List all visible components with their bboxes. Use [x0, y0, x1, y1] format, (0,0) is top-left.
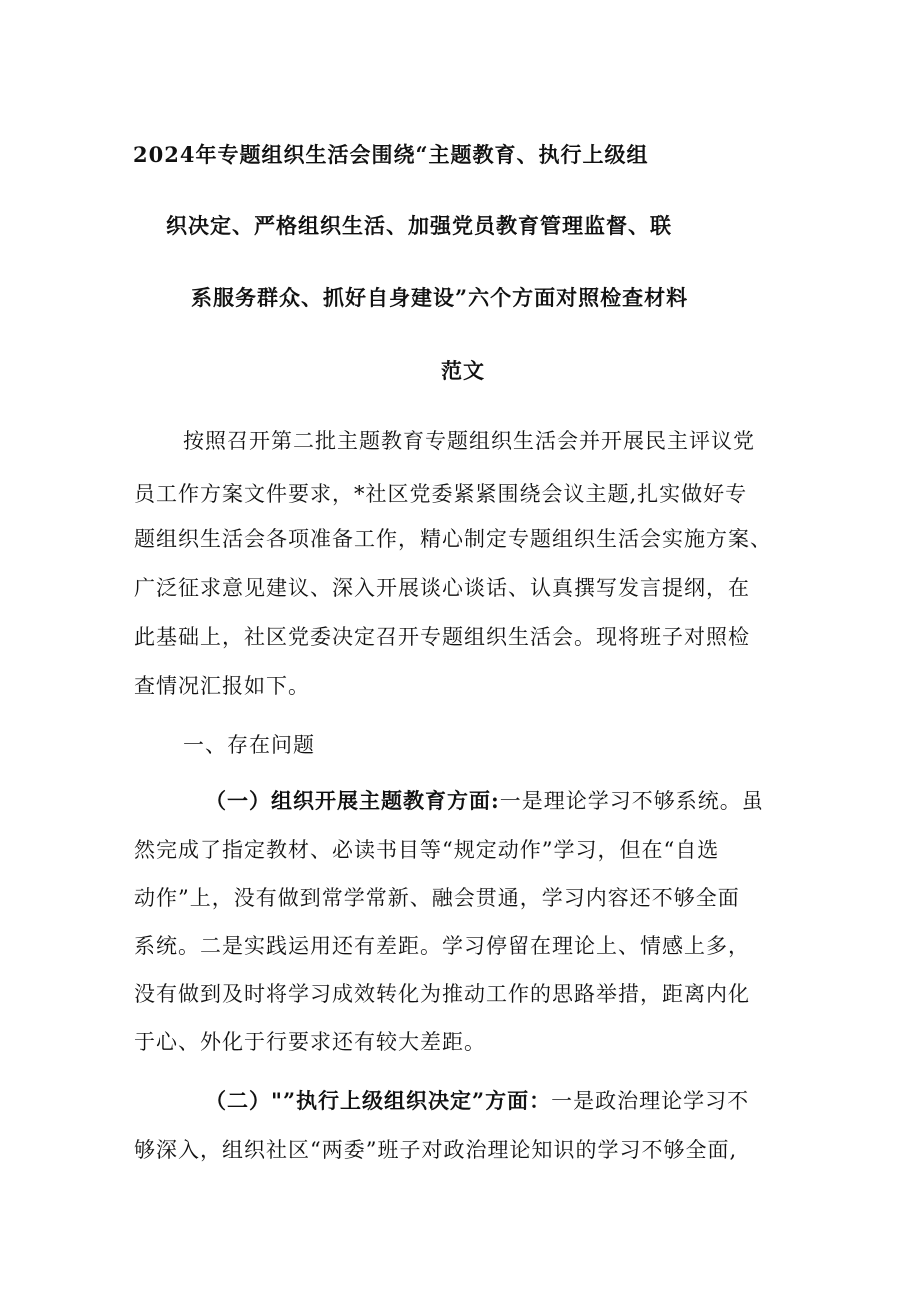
intro-paragraph-line: 广泛征求意见建议、深入开展谈心谈话、认真撰写发言提纲，在: [134, 576, 750, 600]
item-1-line: 于心、外化于行要求还有较大差距。: [134, 1030, 486, 1054]
intro-paragraph-line: 此基础上，社区党委决定召开专题组织生活会。现将班子对照检: [134, 625, 750, 649]
item-1-heading: （一）组织开展主题教育方面:: [205, 788, 500, 813]
document-title-line-3: 系服务群众、抓好自身建设”六个方面对照检查材料: [191, 285, 689, 310]
document-title-line-2: 织决定、严格组织生活、加强党员教育管理监督、联: [166, 213, 672, 238]
document-title-line-4: 范文: [441, 358, 485, 383]
item-2-heading: （二）"”执行上级组织决定”方面：: [205, 1088, 552, 1113]
item-2-first-line-text: 一是政治理论学习不: [551, 1089, 750, 1113]
intro-paragraph-line: 员工作方案文件要求，*社区党委紧紧围绕会议主题,扎实做好专: [134, 482, 748, 506]
item-2-first-line: [205, 1090, 749, 1112]
item-1-line: 没有做到及时将学习成效转化为推动工作的思路举措，距离内化: [134, 982, 750, 1006]
intro-paragraph-line: 查情况汇报如下。: [134, 674, 310, 698]
intro-paragraph-line: 按照召开第二批主题教育专题组织生活会并开展民主评议党: [183, 429, 755, 453]
item-2-line: 够深入，组织社区“两委”班子对政治理论知识的学习不够全面,: [134, 1138, 738, 1162]
intro-paragraph-line: 题组织生活会各项准备工作，精心制定专题组织生活会实施方案、: [134, 527, 772, 551]
section-heading-problems: 一、存在问题: [183, 733, 315, 757]
item-1-line: 系统。二是实践运用还有差距。学习停留在理论上、情感上多，: [134, 934, 750, 958]
item-1-line: 然完成了指定教材、必读书目等“规定动作”学习，但在“自选: [134, 838, 720, 862]
document-title-line-1: 2024年专题组织生活会围绕“主题教育、执行上级组: [133, 142, 649, 167]
item-1-first-line-text: 一是理论学习不够系统。虽: [499, 789, 764, 813]
item-1-line: 动作”上，没有做到常学常新、融会贯通，学习内容还不够全面: [134, 886, 740, 910]
item-1-first-line: [205, 790, 764, 812]
